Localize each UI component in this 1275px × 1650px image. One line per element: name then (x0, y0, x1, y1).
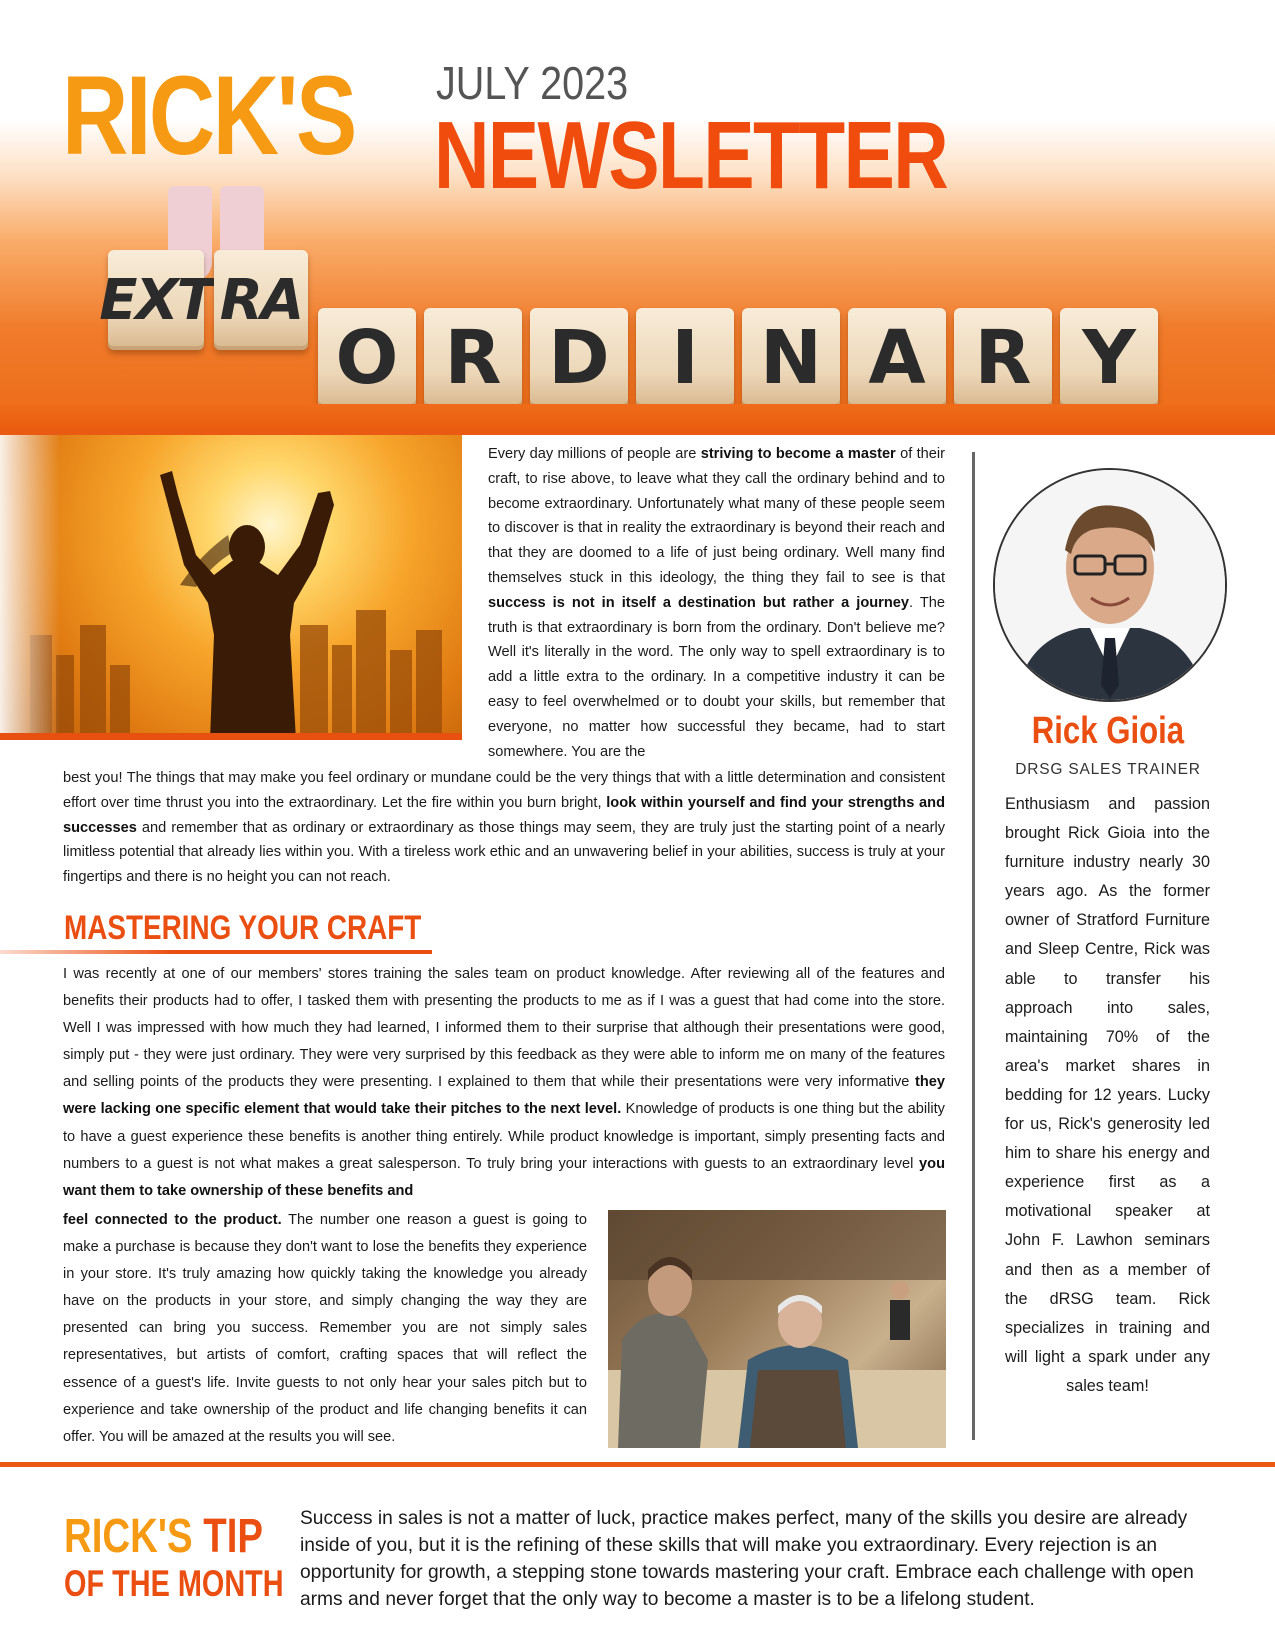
workshop-photo (608, 1210, 946, 1448)
sidebar-divider (972, 452, 975, 1440)
table-surface (0, 404, 1275, 432)
photo-fade (0, 435, 60, 740)
intro-paragraph: Every day millions of people are striving to become a master of their craft, to rise above, to leave what they call the ordinary behind and to become extraordinary. Unfortunately what many of these people seem to discover is that in reality the extraordinary is beyond their reach and that they are doomed to a life of just being ordinary. Well many find themselves stuck in this ideology, the thing they fail to see is that success is not in itself a destination but rather a journey. The truth is that extraordinary is born from the ordinary. Don't believe me? Well it's literally in the word. The only way to spell extraordinary is to add a little extra to the ordinary. In a competitive industry it can be easy to feel overwhelmed or to doubt your skills, but remember that everyone, no matter how successful they became, had to start somewhere. You are the (488, 446, 946, 760)
intro-bold-3: look within yourself and find your strengths and successes (63, 794, 945, 836)
tip-title: RICK'S TIP (64, 1510, 264, 1563)
cube-letter: N (742, 308, 840, 408)
trainer-role: DRSG SALES TRAINER (1015, 761, 1201, 778)
cube-letter: I (636, 308, 734, 408)
carpenters-illustration (608, 1210, 946, 1448)
photo-underline (0, 733, 462, 740)
issue-date: JULY 2023 (436, 57, 629, 109)
newsletter-title: NEWSLETTER (434, 102, 948, 209)
cube-ra: RA (214, 250, 308, 350)
craft-bold-1: they were lacking one specific element that would take their pitches to the next level. (63, 1074, 945, 1118)
section-title-mastering: MASTERING YOUR CRAFT (64, 909, 422, 947)
craft-bold-2: you want them to take ownership of these benefits and (63, 1155, 945, 1199)
trainer-name: Rick Gioia (1031, 710, 1185, 752)
craft-bold-3: feel connected to the product. (63, 1212, 282, 1228)
cube-ext: EXT (108, 250, 204, 350)
sunset-silhouette-illustration (0, 435, 462, 740)
section-underline (0, 950, 432, 954)
intro-bold-1: striving to become a master (700, 446, 896, 462)
rick-portrait-illustration (995, 470, 1225, 700)
craft-paragraph: I was recently at one of our members' stores training the sales team on product knowledge. After reviewing all of the features and benefits their products had to offer, I tasked them with presenting the products to me as if I was a guest that had come into the store. Well I was impressed with how much they had learned, I informed them to their surprise that although their presentations were good, simply put - they were just ordinary. They were very surprised by this feedback as they were able to inform me on many of the features and selling points of the products they were presenting. I explained to them that while their presentations were very informative they were lacking one specific element that would take their pitches to the next level. Knowledge of products is one thing but the ability to have a guest experience these benefits is another thing entirely. While product knowledge is important, simply presenting facts and numbers to a guest is not what makes a great salesperson. To truly bring your interactions with guests to an extraordinary level you want them to take ownership of these benefits and (63, 966, 945, 1199)
tip-subtitle: OF THE MONTH (64, 1563, 284, 1604)
cube-letter: Y (1060, 308, 1158, 408)
rick-portrait-photo (993, 468, 1227, 702)
cube-letter: R (424, 308, 522, 408)
sunset-woman-photo (0, 435, 462, 740)
header-banner (0, 0, 1275, 432)
brand-title: RICK'S (62, 53, 355, 178)
cube-letter: A (848, 308, 946, 408)
intro-bold-2: success is not in itself a destination but rather a journey (488, 594, 909, 611)
trainer-bio: Enthusiasm and passion brought Rick Gioia into the furniture industry nearly 30 years ago. As the former owner of Stratford Furniture and Sleep Centre, Rick was able to transfer his approach into sales, maintaining 70% of the area's market shares in bedding for 12 years. Lucky for us, Rick's generosity led him to share his energy and experience first as a motivational speaker at John F. Lawhon seminars and then as a member of the dRSG team. Rick specializes in training and will light a spark under any sales team! (1005, 795, 1210, 1395)
cube-letter: O (318, 308, 416, 408)
footer-divider (0, 1462, 1275, 1467)
cube-letter: D (530, 308, 628, 408)
craft-paragraph-continued: feel connected to the product. The number one reason a guest is going to make a purchase is because they don't want to lose the benefits they experience in your store. It's truly amazing how quickly taking the knowledge you already have on the products in your store, and simply changing the way they are presented can bring you success. Remember you are not simply sales representatives, but artists of comfort, crafting spaces that will reflect the essence of a guest's life. Invite guests to not only hear your sales pitch but to experience and take ownership of the product and life changing benefits it can offer. You will be amazed at the results you will see. (63, 1212, 587, 1445)
intro-paragraph-continued: best you! The things that may make you feel ordinary or mundane could be the very things that with a little determination and consistent effort over time thrust you into the extraordinary. Let the fire within you burn bright, look within yourself and find your strengths and successes and remember that as ordinary or extraordinary as those things may seem, they are truly just the starting point of a nearly limitless potential that already lies within you. With a tireless work ethic and an unwavering belief in your abilities, success is truly at your fingertips and there is no height you can not reach. (63, 770, 945, 886)
tip-text: Success in sales is not a matter of luck, practice makes perfect, many of the skills you desire are already inside of you, but it is the refining of these skills that will make you extraordinary. Every rejection is an opportunity for growth, a stepping stone towards mastering your craft. Embrace each challenge with open arms and never forget that the only way to become a master is to be a lifelong student. (300, 1508, 1194, 1610)
cube-letter: R (954, 308, 1052, 408)
